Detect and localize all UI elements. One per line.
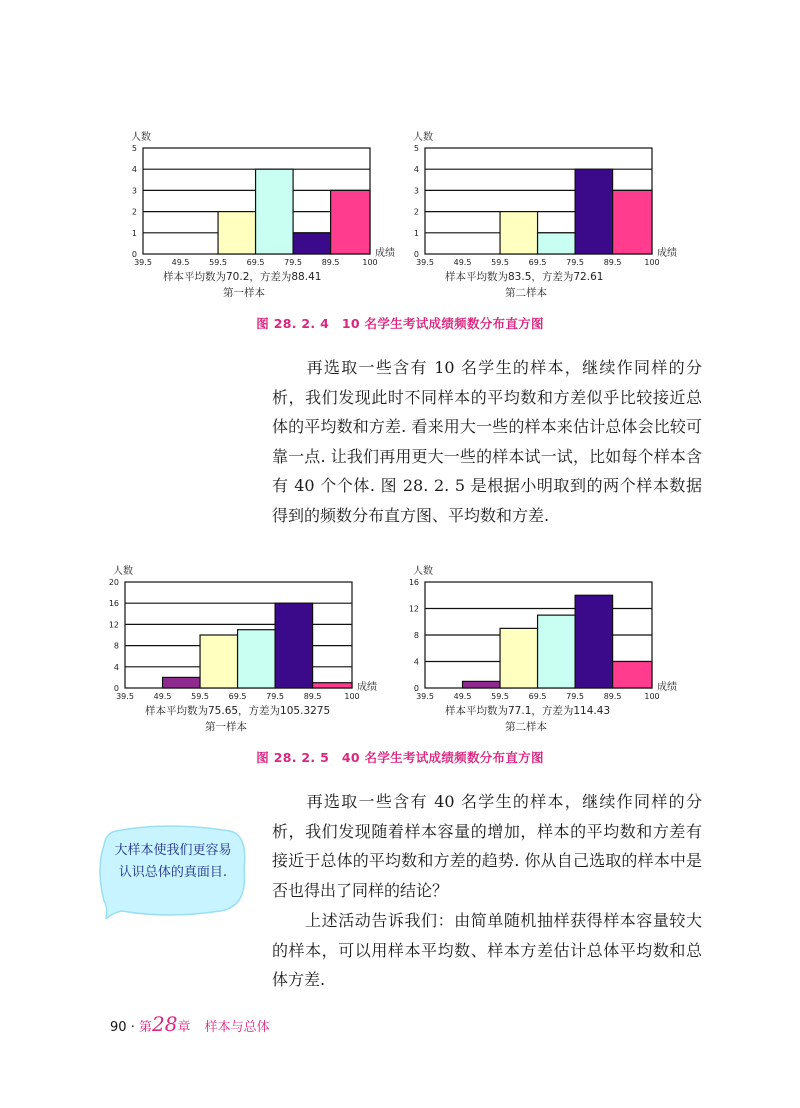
x-tick-label: 79.5 — [566, 258, 584, 267]
histogram-bar — [538, 233, 576, 254]
speech-bubble-text: 大样本使我们更容易认识总体的真面目. — [114, 843, 232, 880]
paragraph-40-student-samples: 再选取一些含有 40 名学生的样本，继续作同样的分析，我们发现随着样本容量的增加，样本的平均数和方差有接近于总体的平均数和方差的趋势. 你从自己选取的样本中是否也得出了同样的结论？ — [272, 792, 702, 900]
y-tick-label: 8 — [113, 641, 119, 651]
figure-caption-28-2-4: 图 28. 2. 4 10 名学生考试成绩频数分布直方图 — [256, 316, 544, 331]
y-tick-label: 2 — [413, 207, 419, 217]
y-tick-label: 4 — [413, 165, 419, 175]
histogram-bar — [331, 190, 370, 254]
x-tick-label: 79.5 — [266, 692, 284, 701]
x-tick-label: 39.5 — [134, 258, 152, 267]
y-tick-label: 1 — [131, 228, 137, 238]
x-tick-label: 89.5 — [603, 258, 622, 267]
histogram-bar — [313, 683, 352, 688]
histogram-bar — [538, 615, 576, 688]
x-tick-label: 89.5 — [603, 692, 622, 701]
x-tick-label: 39.5 — [116, 692, 134, 701]
histogram-bar — [163, 677, 201, 688]
histogram-bar — [218, 212, 256, 254]
chart-title: 第一样本 — [223, 287, 265, 299]
y-tick-label: 0 — [413, 684, 419, 693]
x-tick-label: 59.5 — [209, 258, 227, 267]
chart-title: 第二样本 — [505, 721, 547, 733]
histogram-sample-1-10-students — [118, 128, 408, 308]
histogram-bar — [575, 595, 613, 688]
histogram-bar — [293, 233, 331, 254]
x-axis-label: 成绩 — [357, 682, 377, 693]
footer-separator: · — [130, 1020, 135, 1035]
y-tick-label: 3 — [131, 186, 137, 196]
x-tick-label: 69.5 — [246, 258, 265, 267]
chart-subtitle: 样本平均数为77.1，方差为114.43 — [445, 705, 611, 717]
histogram-sample-2-10-students — [400, 128, 690, 308]
y-tick-label: 5 — [131, 144, 137, 153]
paragraph-10-student-samples: 再选取一些含有 10 名学生的样本，继续作同样的分析，我们发现此时不同样本的平均数和方差似乎比较接近总体的平均数和方差. 看来用大一些的样本来估计总体会比较可靠一点. 让我们再用更大一些的样本试一试，比如每个样本含有 40 个个体. 图 28. 2. 5 是根据小明取到的两个样本数据得到的频数分布直方图、平均数和方差. — [272, 358, 702, 525]
page-number: 90 — [110, 1020, 127, 1035]
y-tick-label: 1 — [413, 228, 419, 238]
x-tick-label: 100 — [344, 692, 360, 701]
paragraph-conclusion: 上述活动告诉我们：由简单随机抽样获得样本容量较大的样本，可以用样本平均数、样本方差估计总体平均数和总体方差. — [272, 911, 702, 989]
histogram-sample-1-40-students — [100, 562, 390, 742]
x-tick-label: 49.5 — [153, 692, 172, 701]
y-tick-label: 5 — [413, 144, 419, 153]
figure-caption-28-2-5: 图 28. 2. 5 40 名学生考试成绩频数分布直方图 — [256, 750, 544, 765]
x-axis-label: 成绩 — [657, 248, 677, 259]
y-axis-label: 人数 — [413, 132, 433, 143]
chapter-suffix: 章 — [177, 1020, 191, 1035]
chapter-prefix: 第 — [138, 1020, 152, 1035]
y-tick-label: 12 — [408, 604, 419, 614]
y-tick-label: 2 — [131, 207, 137, 217]
chart-title: 第一样本 — [205, 721, 247, 733]
y-tick-label: 0 — [413, 250, 419, 259]
histogram-bar — [613, 190, 652, 254]
chart-subtitle: 样本平均数为83.5，方差为72.61 — [445, 271, 604, 283]
histogram-bar — [238, 630, 276, 688]
histogram-bar — [463, 681, 501, 688]
x-tick-label: 49.5 — [453, 258, 472, 267]
histogram-bar — [256, 169, 294, 254]
chapter-title: 样本与总体 — [204, 1020, 270, 1035]
x-tick-label: 100 — [644, 258, 660, 267]
y-axis-label: 人数 — [413, 566, 433, 577]
x-tick-label: 89.5 — [321, 258, 340, 267]
chapter-number: 28 — [151, 1012, 178, 1036]
y-tick-label: 0 — [131, 250, 137, 259]
histogram-bar — [500, 628, 538, 688]
x-tick-label: 100 — [362, 258, 378, 267]
y-tick-label: 4 — [131, 165, 137, 175]
chart-subtitle: 样本平均数为70.2，方差为88.41 — [163, 271, 322, 283]
x-tick-label: 49.5 — [453, 692, 472, 701]
y-axis-label: 人数 — [113, 566, 133, 577]
y-tick-label: 8 — [413, 631, 419, 640]
y-tick-label: 20 — [108, 578, 119, 587]
y-tick-label: 4 — [413, 657, 419, 667]
x-tick-label: 79.5 — [284, 258, 302, 267]
x-tick-label: 59.5 — [491, 692, 509, 701]
x-tick-label: 49.5 — [171, 258, 190, 267]
x-tick-label: 59.5 — [491, 258, 509, 267]
histogram-bar — [200, 635, 238, 688]
page-footer — [110, 1012, 270, 1036]
tip-speech-bubble — [98, 823, 248, 919]
x-tick-label: 69.5 — [528, 258, 547, 267]
x-tick-label: 39.5 — [416, 692, 434, 701]
chart-title: 第二样本 — [505, 287, 547, 299]
histogram-bar — [500, 212, 538, 254]
x-axis-label: 成绩 — [375, 248, 395, 259]
x-tick-label: 69.5 — [528, 692, 547, 701]
x-tick-label: 59.5 — [191, 692, 209, 701]
chart-subtitle: 样本平均数为75.65，方差为105.3275 — [145, 705, 331, 717]
x-tick-label: 100 — [644, 692, 660, 701]
x-tick-label: 89.5 — [303, 692, 322, 701]
y-axis-label: 人数 — [131, 132, 151, 143]
y-tick-label: 4 — [113, 662, 119, 672]
y-tick-label: 12 — [108, 620, 119, 630]
y-tick-label: 16 — [408, 578, 419, 587]
histogram-bar — [575, 169, 613, 254]
y-tick-label: 16 — [108, 599, 119, 609]
x-tick-label: 79.5 — [566, 692, 584, 701]
y-tick-label: 0 — [113, 684, 119, 693]
histogram-bar — [613, 662, 652, 689]
y-tick-label: 3 — [413, 186, 419, 196]
x-axis-label: 成绩 — [657, 682, 677, 693]
histogram-sample-2-40-students — [400, 562, 690, 742]
x-tick-label: 69.5 — [228, 692, 247, 701]
histogram-bar — [275, 603, 313, 688]
x-tick-label: 39.5 — [416, 258, 434, 267]
